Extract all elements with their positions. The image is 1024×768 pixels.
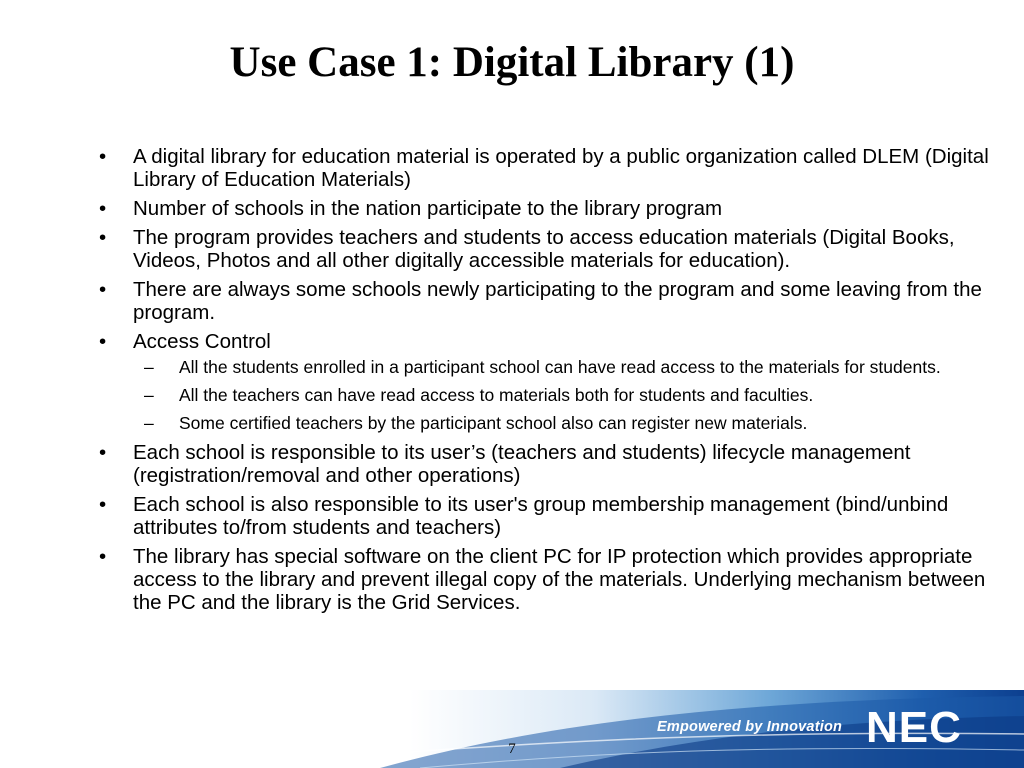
nec-logo: NEC [866, 703, 962, 752]
sub-bullet-item: – All the students enrolled in a participant school can have read access to the materials for students. [133, 357, 1005, 378]
bullet-item: • A digital library for education material is operated by a public organization called DLEM (Digital Library of Education Materials) [95, 145, 1005, 191]
footer-tagline: Empowered by Innovation [657, 719, 843, 735]
page-number: 7 [508, 741, 516, 757]
bullet-item: • There are always some schools newly participating to the program and some leaving from the program. [95, 278, 1005, 324]
bullet-text: Access Control [133, 330, 271, 353]
bullet-list [95, 145, 1005, 620]
sub-bullet-item: – Some certified teachers by the participant school also can register new materials. [133, 413, 1005, 434]
slide-title: Use Case 1: Digital Library (1) [229, 39, 795, 86]
bullet-item: • The program provides teachers and students to access education materials (Digital Books, Videos, Photos and all other digitally accessible materials for education). [95, 226, 1005, 272]
bullet-item: • Number of schools in the nation participate to the library program [95, 197, 1005, 220]
bullet-item-access-control [95, 330, 1005, 434]
access-control-sublist [133, 357, 1005, 434]
bullet-item: • Each school is also responsible to its user's group membership management (bind/unbind attributes to/from students and teachers) [95, 493, 1005, 539]
bullet-item: • Each school is responsible to its user’s (teachers and students) lifecycle management (registration/removal and other operations) [95, 441, 1005, 487]
bullet-item: • The library has special software on the client PC for IP protection which provides appropriate access to the library and prevent illegal copy of the materials. Underlying mechanism between the PC and the library is the Grid Services. [95, 545, 1005, 614]
sub-bullet-item: – All the teachers can have read access to materials both for students and faculties. [133, 385, 1005, 406]
